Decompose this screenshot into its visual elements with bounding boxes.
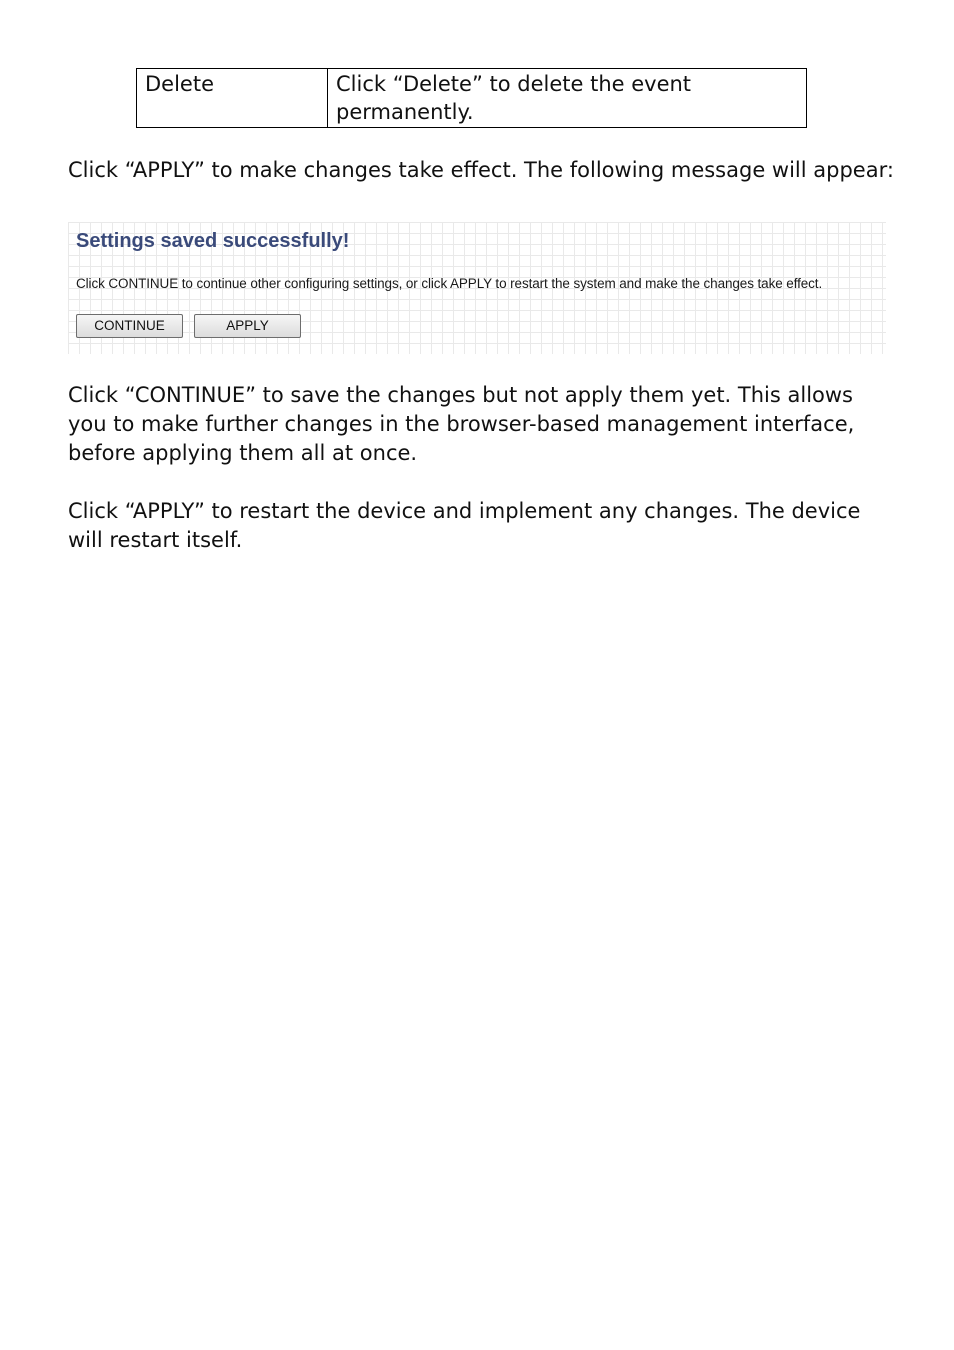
settings-saved-title: Settings saved successfully! [76, 230, 350, 252]
settings-saved-screenshot [68, 222, 886, 354]
table-value-cell: Click “Delete” to delete the event permanently. [328, 69, 807, 128]
settings-saved-message: Click CONTINUE to continue other configuring settings, or click APPLY to restart the system and make the changes take effect. [76, 276, 823, 291]
table-key-cell: Delete [137, 69, 328, 128]
delete-description-table [136, 68, 807, 128]
apply-button[interactable]: APPLY [194, 314, 301, 338]
continue-button[interactable]: CONTINUE [76, 314, 183, 338]
apply-intro-paragraph: Click “APPLY” to make changes take effect. The following message will appear: [68, 158, 894, 182]
table-row [137, 69, 807, 128]
continue-description-paragraph: Click “CONTINUE” to save the changes but not apply them yet. This allows you to make further changes in the browser-based management interface, before applying them all at once. [68, 383, 855, 465]
apply-description-paragraph: Click “APPLY” to restart the device and implement any changes. The device will restart itself. [68, 499, 861, 552]
